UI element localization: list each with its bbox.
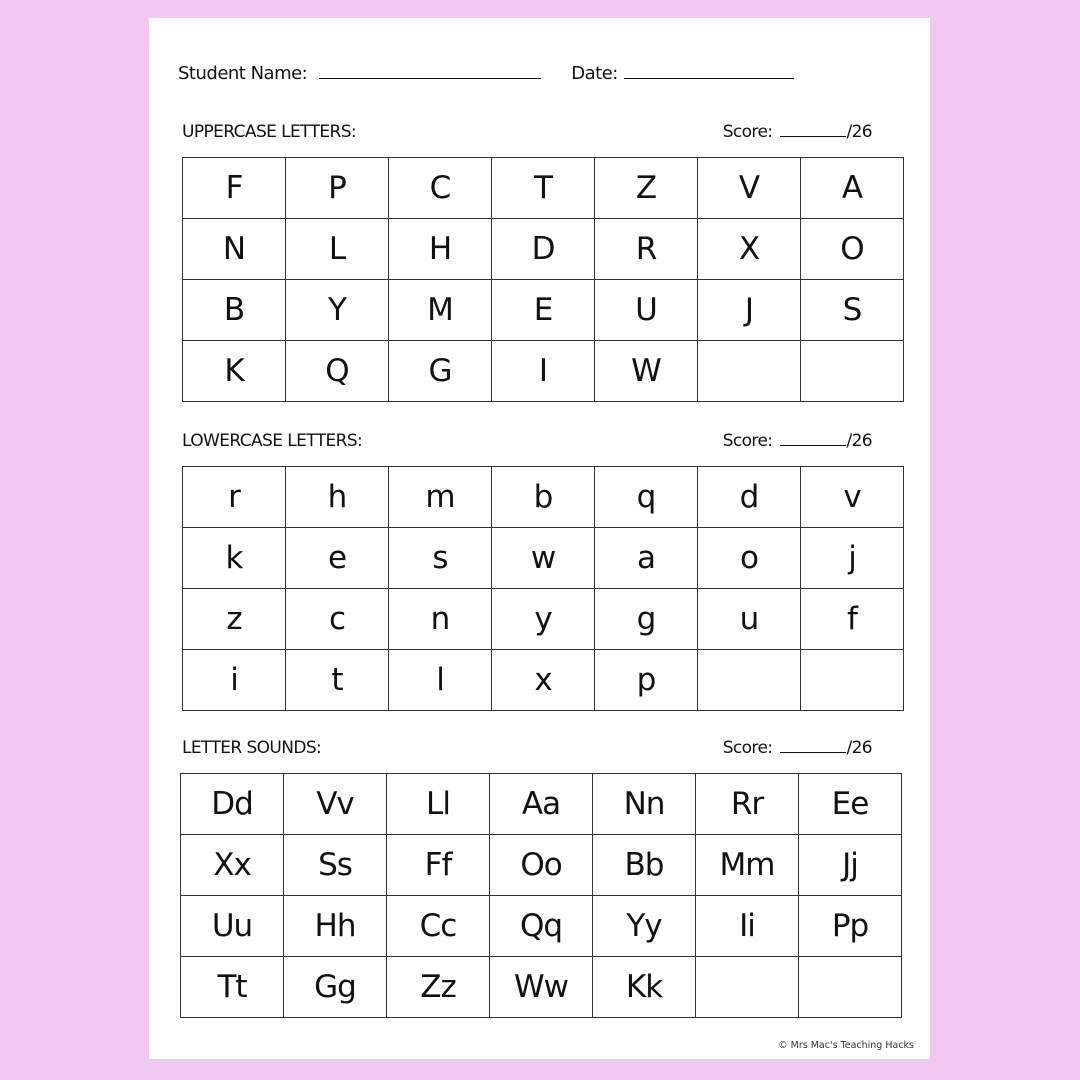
uppercase-score xyxy=(723,122,872,142)
letter-pair-cell: Yy xyxy=(593,896,696,957)
grid-row xyxy=(181,835,902,896)
letter-cell: G xyxy=(389,341,492,402)
letter-pair-cell: Uu xyxy=(181,896,284,957)
letter-cell: H xyxy=(389,219,492,280)
letter-pair-cell: Ee xyxy=(799,774,902,835)
letter-cell: v xyxy=(801,467,904,528)
score-label: Score: xyxy=(722,431,773,451)
letter-sounds-section-header xyxy=(182,738,872,758)
empty-cell xyxy=(801,650,904,711)
letter-cell: g xyxy=(595,589,698,650)
letter-pair-cell: Dd xyxy=(181,774,284,835)
grid-row xyxy=(183,528,904,589)
letter-cell: C xyxy=(389,158,492,219)
letter-cell: p xyxy=(595,650,698,711)
letter-cell: X xyxy=(698,219,801,280)
letter-cell: D xyxy=(492,219,595,280)
letter-pair-cell: Kk xyxy=(593,957,696,1018)
copyright-footer: © Mrs Mac's Teaching Hacks xyxy=(778,1040,914,1051)
letter-pair-cell: Jj xyxy=(799,835,902,896)
score-total: /26 xyxy=(846,738,872,758)
lowercase-section-header xyxy=(182,431,872,451)
letter-cell: Q xyxy=(286,341,389,402)
letter-cell: w xyxy=(492,528,595,589)
letter-cell: U xyxy=(595,280,698,341)
worksheet-page xyxy=(149,18,930,1059)
letter-cell: M xyxy=(389,280,492,341)
grid-row xyxy=(181,774,902,835)
letter-cell: N xyxy=(183,219,286,280)
empty-cell xyxy=(698,341,801,402)
letter-pair-cell: Oo xyxy=(490,835,593,896)
letter-pair-cell: Cc xyxy=(387,896,490,957)
letter-cell: s xyxy=(389,528,492,589)
letter-pair-cell: Qq xyxy=(490,896,593,957)
letter-cell: e xyxy=(286,528,389,589)
student-name-field[interactable] xyxy=(319,62,541,79)
letter-sounds-score-field[interactable] xyxy=(780,738,846,753)
letter-cell: J xyxy=(698,280,801,341)
letter-cell: k xyxy=(183,528,286,589)
uppercase-letters-grid xyxy=(182,157,904,402)
letter-cell: K xyxy=(183,341,286,402)
empty-cell xyxy=(696,957,799,1018)
letter-cell: q xyxy=(595,467,698,528)
empty-cell xyxy=(799,957,902,1018)
letter-cell: x xyxy=(492,650,595,711)
letter-pair-cell: Vv xyxy=(284,774,387,835)
letter-cell: j xyxy=(801,528,904,589)
grid-row xyxy=(183,467,904,528)
letter-pair-cell: Ww xyxy=(490,957,593,1018)
letter-pair-cell: Ii xyxy=(696,896,799,957)
letter-pair-cell: Ss xyxy=(284,835,387,896)
letter-cell: r xyxy=(183,467,286,528)
letter-sounds-grid xyxy=(180,773,902,1018)
letter-cell: n xyxy=(389,589,492,650)
grid-row xyxy=(183,589,904,650)
letter-cell: R xyxy=(595,219,698,280)
grid-row xyxy=(181,957,902,1018)
letter-cell: F xyxy=(183,158,286,219)
score-total: /26 xyxy=(846,431,872,451)
letter-cell: u xyxy=(698,589,801,650)
letter-pair-cell: Ff xyxy=(387,835,490,896)
letter-cell: i xyxy=(183,650,286,711)
lowercase-score-field[interactable] xyxy=(780,431,846,446)
letter-cell: O xyxy=(801,219,904,280)
grid-row xyxy=(183,280,904,341)
letter-pair-cell: Gg xyxy=(284,957,387,1018)
letter-cell: y xyxy=(492,589,595,650)
grid-row xyxy=(183,341,904,402)
empty-cell xyxy=(698,650,801,711)
grid-row xyxy=(181,896,902,957)
letter-cell: h xyxy=(286,467,389,528)
grid-row xyxy=(183,158,904,219)
student-info-row xyxy=(178,62,794,84)
lowercase-letters-grid xyxy=(182,466,904,711)
letter-sounds-section-title: LETTER SOUNDS: xyxy=(182,738,322,758)
letter-cell: b xyxy=(492,467,595,528)
letter-cell: T xyxy=(492,158,595,219)
letter-cell: f xyxy=(801,589,904,650)
lowercase-section-title: LOWERCASE LETTERS: xyxy=(182,431,363,451)
uppercase-section-title: UPPERCASE LETTERS: xyxy=(182,122,357,142)
student-name-label: Student Name: xyxy=(178,63,308,84)
score-label: Score: xyxy=(722,738,773,758)
letter-cell: a xyxy=(595,528,698,589)
letter-pair-cell: Bb xyxy=(593,835,696,896)
letter-cell: B xyxy=(183,280,286,341)
letter-cell: z xyxy=(183,589,286,650)
letter-pair-cell: Rr xyxy=(696,774,799,835)
letter-cell: o xyxy=(698,528,801,589)
grid-row xyxy=(183,219,904,280)
letter-cell: L xyxy=(286,219,389,280)
date-field[interactable] xyxy=(624,62,794,79)
letter-cell: t xyxy=(286,650,389,711)
letter-cell: d xyxy=(698,467,801,528)
letter-pair-cell: Ll xyxy=(387,774,490,835)
letter-cell: W xyxy=(595,341,698,402)
letter-cell: E xyxy=(492,280,595,341)
letter-cell: A xyxy=(801,158,904,219)
letter-pair-cell: Hh xyxy=(284,896,387,957)
letter-pair-cell: Xx xyxy=(181,835,284,896)
date-label: Date: xyxy=(571,63,618,84)
letter-cell: Z xyxy=(595,158,698,219)
letter-pair-cell: Aa xyxy=(490,774,593,835)
letter-pair-cell: Mm xyxy=(696,835,799,896)
letter-pair-cell: Pp xyxy=(799,896,902,957)
uppercase-score-field[interactable] xyxy=(780,122,846,137)
letter-cell: c xyxy=(286,589,389,650)
empty-cell xyxy=(801,341,904,402)
score-label: Score: xyxy=(722,122,773,142)
letter-pair-cell: Tt xyxy=(181,957,284,1018)
letter-cell: Y xyxy=(286,280,389,341)
letter-pair-cell: Nn xyxy=(593,774,696,835)
letter-cell: l xyxy=(389,650,492,711)
letter-cell: m xyxy=(389,467,492,528)
letter-pair-cell: Zz xyxy=(387,957,490,1018)
letter-cell: S xyxy=(801,280,904,341)
score-total: /26 xyxy=(846,122,872,142)
letter-cell: V xyxy=(698,158,801,219)
letter-sounds-score xyxy=(723,738,872,758)
lowercase-score xyxy=(723,431,872,451)
letter-cell: I xyxy=(492,341,595,402)
grid-row xyxy=(183,650,904,711)
letter-cell: P xyxy=(286,158,389,219)
uppercase-section-header xyxy=(182,122,872,142)
